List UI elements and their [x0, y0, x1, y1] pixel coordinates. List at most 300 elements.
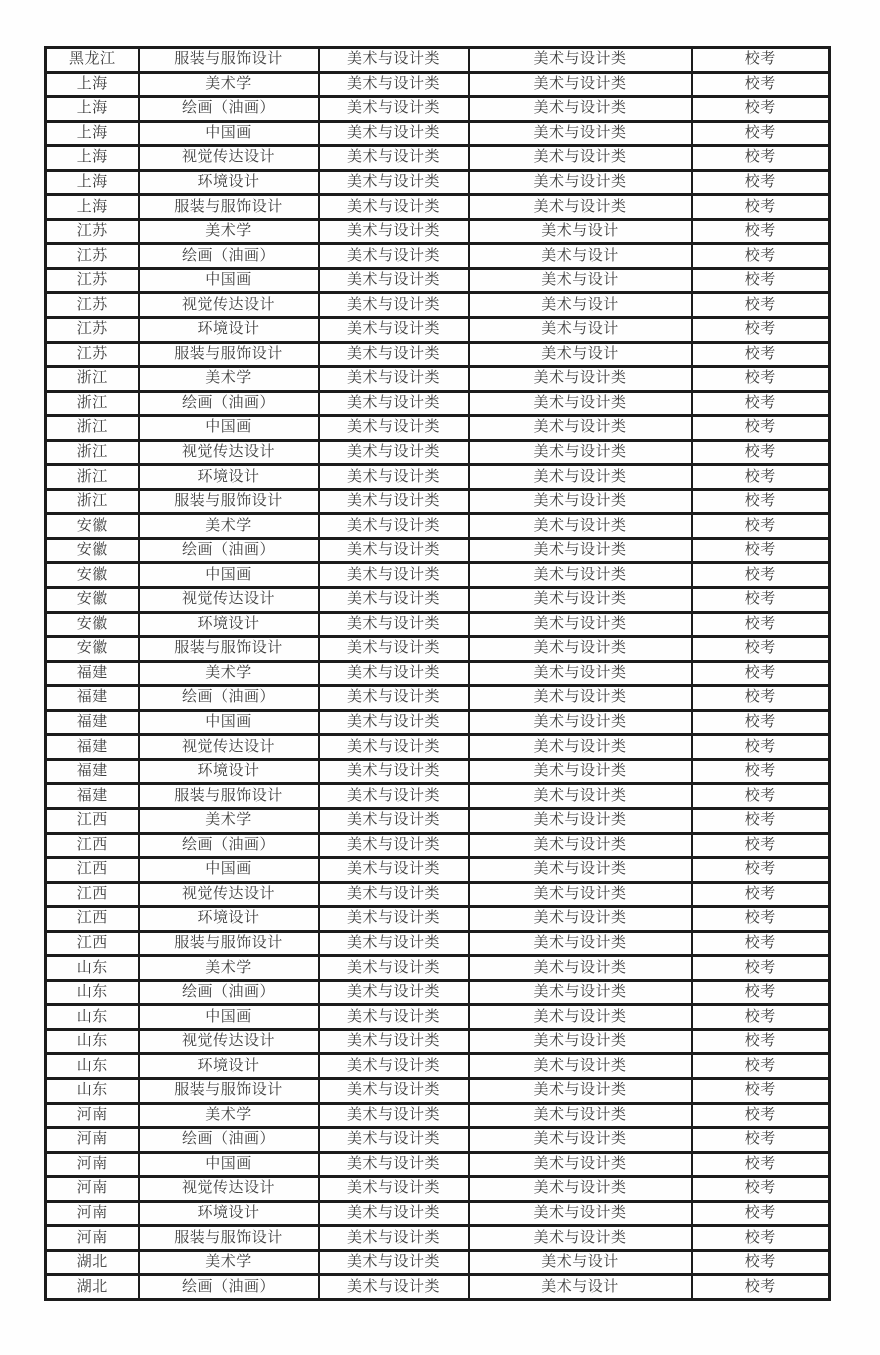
cell-category-2: 美术与设计类 — [469, 833, 692, 858]
cell-exam-type: 校考 — [692, 318, 830, 343]
cell-province: 湖北 — [46, 1275, 139, 1300]
cell-category-2: 美术与设计类 — [469, 661, 692, 686]
cell-category-2: 美术与设计类 — [469, 489, 692, 514]
cell-major: 视觉传达设计 — [139, 882, 319, 907]
cell-exam-type: 校考 — [692, 563, 830, 588]
table-row — [46, 318, 830, 343]
cell-province: 山东 — [46, 1029, 139, 1054]
table-row — [46, 244, 830, 269]
cell-category-1: 美术与设计类 — [319, 391, 469, 416]
cell-exam-type: 校考 — [692, 858, 830, 883]
cell-exam-type: 校考 — [692, 121, 830, 146]
cell-category-2: 美术与设计类 — [469, 195, 692, 220]
cell-category-1: 美术与设计类 — [319, 612, 469, 637]
cell-exam-type: 校考 — [692, 808, 830, 833]
table-row — [46, 1152, 830, 1177]
cell-category-1: 美术与设计类 — [319, 808, 469, 833]
cell-category-1: 美术与设计类 — [319, 1128, 469, 1153]
cell-category-2: 美术与设计类 — [469, 121, 692, 146]
cell-category-1: 美术与设计类 — [319, 244, 469, 269]
cell-exam-type: 校考 — [692, 244, 830, 269]
cell-category-2: 美术与设计类 — [469, 784, 692, 809]
table-row — [46, 784, 830, 809]
cell-major: 视觉传达设计 — [139, 146, 319, 171]
cell-province: 江西 — [46, 833, 139, 858]
cell-province: 江苏 — [46, 318, 139, 343]
table-row — [46, 1029, 830, 1054]
cell-exam-type: 校考 — [692, 391, 830, 416]
cell-exam-type: 校考 — [692, 661, 830, 686]
cell-category-1: 美术与设计类 — [319, 759, 469, 784]
table-row — [46, 342, 830, 367]
cell-province: 山东 — [46, 980, 139, 1005]
cell-exam-type: 校考 — [692, 833, 830, 858]
table-row — [46, 1103, 830, 1128]
cell-exam-type: 校考 — [692, 146, 830, 171]
cell-category-1: 美术与设计类 — [319, 784, 469, 809]
cell-category-1: 美术与设计类 — [319, 588, 469, 613]
cell-major: 视觉传达设计 — [139, 1177, 319, 1202]
cell-province: 江苏 — [46, 268, 139, 293]
cell-major: 服装与服饰设计 — [139, 931, 319, 956]
cell-category-2: 美术与设计类 — [469, 1054, 692, 1079]
cell-category-2: 美术与设计类 — [469, 882, 692, 907]
table-row — [46, 97, 830, 122]
table-row — [46, 195, 830, 220]
cell-category-1: 美术与设计类 — [319, 538, 469, 563]
cell-category-2: 美术与设计类 — [469, 1103, 692, 1128]
cell-province: 江西 — [46, 858, 139, 883]
cell-category-2: 美术与设计类 — [469, 735, 692, 760]
cell-exam-type: 校考 — [692, 465, 830, 490]
cell-category-2: 美术与设计类 — [469, 465, 692, 490]
cell-exam-type: 校考 — [692, 489, 830, 514]
table-row — [46, 538, 830, 563]
table-row — [46, 808, 830, 833]
cell-category-2: 美术与设计类 — [469, 759, 692, 784]
cell-province: 上海 — [46, 170, 139, 195]
cell-category-1: 美术与设计类 — [319, 980, 469, 1005]
cell-major: 绘画（油画） — [139, 538, 319, 563]
table-row — [46, 146, 830, 171]
cell-province: 河南 — [46, 1128, 139, 1153]
cell-category-1: 美术与设计类 — [319, 661, 469, 686]
cell-category-2: 美术与设计 — [469, 318, 692, 343]
cell-category-2: 美术与设计类 — [469, 588, 692, 613]
cell-major: 视觉传达设计 — [139, 588, 319, 613]
cell-exam-type: 校考 — [692, 1201, 830, 1226]
cell-major: 服装与服饰设计 — [139, 637, 319, 662]
cell-province: 上海 — [46, 146, 139, 171]
cell-province: 河南 — [46, 1103, 139, 1128]
cell-category-1: 美术与设计类 — [319, 367, 469, 392]
cell-category-2: 美术与设计类 — [469, 170, 692, 195]
cell-category-2: 美术与设计类 — [469, 97, 692, 122]
cell-province: 福建 — [46, 735, 139, 760]
cell-province: 福建 — [46, 686, 139, 711]
cell-exam-type: 校考 — [692, 48, 830, 73]
cell-category-1: 美术与设计类 — [319, 1201, 469, 1226]
table-row — [46, 1201, 830, 1226]
table-row — [46, 1128, 830, 1153]
table-row — [46, 637, 830, 662]
cell-category-2: 美术与设计类 — [469, 1226, 692, 1251]
table-row — [46, 882, 830, 907]
cell-major: 美术学 — [139, 808, 319, 833]
cell-category-2: 美术与设计类 — [469, 538, 692, 563]
cell-category-2: 美术与设计类 — [469, 1201, 692, 1226]
cell-exam-type: 校考 — [692, 784, 830, 809]
cell-exam-type: 校考 — [692, 1275, 830, 1300]
cell-province: 安徽 — [46, 588, 139, 613]
cell-exam-type: 校考 — [692, 931, 830, 956]
cell-category-2: 美术与设计 — [469, 1275, 692, 1300]
cell-major: 视觉传达设计 — [139, 735, 319, 760]
cell-major: 服装与服饰设计 — [139, 489, 319, 514]
cell-category-2: 美术与设计类 — [469, 367, 692, 392]
cell-major: 中国画 — [139, 121, 319, 146]
cell-exam-type: 校考 — [692, 440, 830, 465]
cell-exam-type: 校考 — [692, 1005, 830, 1030]
cell-category-2: 美术与设计 — [469, 293, 692, 318]
cell-province: 江西 — [46, 907, 139, 932]
cell-province: 江苏 — [46, 219, 139, 244]
table-row — [46, 1226, 830, 1251]
cell-major: 中国画 — [139, 563, 319, 588]
cell-exam-type: 校考 — [692, 710, 830, 735]
cell-category-1: 美术与设计类 — [319, 195, 469, 220]
cell-major: 环境设计 — [139, 318, 319, 343]
cell-major: 服装与服饰设计 — [139, 1226, 319, 1251]
cell-major: 美术学 — [139, 661, 319, 686]
cell-major: 绘画（油画） — [139, 980, 319, 1005]
cell-exam-type: 校考 — [692, 1250, 830, 1275]
cell-exam-type: 校考 — [692, 72, 830, 97]
cell-exam-type: 校考 — [692, 538, 830, 563]
table-row — [46, 1250, 830, 1275]
cell-category-2: 美术与设计类 — [469, 146, 692, 171]
cell-category-2: 美术与设计类 — [469, 72, 692, 97]
cell-major: 服装与服饰设计 — [139, 195, 319, 220]
table-row — [46, 661, 830, 686]
cell-category-1: 美术与设计类 — [319, 1054, 469, 1079]
cell-major: 中国画 — [139, 858, 319, 883]
cell-major: 美术学 — [139, 367, 319, 392]
cell-category-1: 美术与设计类 — [319, 1250, 469, 1275]
cell-category-1: 美术与设计类 — [319, 1275, 469, 1300]
cell-category-2: 美术与设计 — [469, 342, 692, 367]
cell-category-1: 美术与设计类 — [319, 416, 469, 441]
cell-exam-type: 校考 — [692, 1226, 830, 1251]
cell-category-1: 美术与设计类 — [319, 931, 469, 956]
cell-category-1: 美术与设计类 — [319, 1226, 469, 1251]
cell-category-1: 美术与设计类 — [319, 907, 469, 932]
cell-province: 安徽 — [46, 612, 139, 637]
cell-province: 安徽 — [46, 563, 139, 588]
table-row — [46, 956, 830, 981]
cell-province: 浙江 — [46, 440, 139, 465]
cell-exam-type: 校考 — [692, 195, 830, 220]
cell-category-1: 美术与设计类 — [319, 710, 469, 735]
cell-category-2: 美术与设计类 — [469, 1128, 692, 1153]
cell-category-2: 美术与设计 — [469, 1250, 692, 1275]
cell-category-2: 美术与设计类 — [469, 416, 692, 441]
table-row — [46, 907, 830, 932]
cell-major: 绘画（油画） — [139, 391, 319, 416]
cell-province: 山东 — [46, 956, 139, 981]
cell-province: 江苏 — [46, 293, 139, 318]
cell-province: 安徽 — [46, 538, 139, 563]
cell-province: 江西 — [46, 808, 139, 833]
cell-category-2: 美术与设计类 — [469, 858, 692, 883]
cell-major: 绘画（油画） — [139, 244, 319, 269]
cell-exam-type: 校考 — [692, 686, 830, 711]
cell-province: 江苏 — [46, 342, 139, 367]
cell-exam-type: 校考 — [692, 612, 830, 637]
table-row — [46, 170, 830, 195]
cell-exam-type: 校考 — [692, 97, 830, 122]
cell-province: 上海 — [46, 97, 139, 122]
table-row — [46, 735, 830, 760]
cell-major: 服装与服饰设计 — [139, 48, 319, 73]
cell-category-2: 美术与设计类 — [469, 1152, 692, 1177]
cell-province: 上海 — [46, 72, 139, 97]
cell-category-1: 美术与设计类 — [319, 833, 469, 858]
table-row — [46, 1005, 830, 1030]
cell-category-2: 美术与设计类 — [469, 612, 692, 637]
cell-major: 美术学 — [139, 1103, 319, 1128]
cell-exam-type: 校考 — [692, 980, 830, 1005]
cell-province: 黑龙江 — [46, 48, 139, 73]
table-row — [46, 980, 830, 1005]
cell-exam-type: 校考 — [692, 1177, 830, 1202]
cell-exam-type: 校考 — [692, 416, 830, 441]
table-row — [46, 1054, 830, 1079]
cell-major: 环境设计 — [139, 1054, 319, 1079]
cell-major: 中国画 — [139, 1152, 319, 1177]
cell-exam-type: 校考 — [692, 1128, 830, 1153]
cell-category-1: 美术与设计类 — [319, 465, 469, 490]
cell-exam-type: 校考 — [692, 956, 830, 981]
cell-major: 中国画 — [139, 268, 319, 293]
cell-major: 服装与服饰设计 — [139, 1078, 319, 1103]
cell-category-1: 美术与设计类 — [319, 440, 469, 465]
cell-category-1: 美术与设计类 — [319, 637, 469, 662]
table-row — [46, 710, 830, 735]
cell-province: 江西 — [46, 931, 139, 956]
cell-major: 绘画（油画） — [139, 1128, 319, 1153]
cell-category-2: 美术与设计类 — [469, 440, 692, 465]
cell-category-1: 美术与设计类 — [319, 318, 469, 343]
table-row — [46, 48, 830, 73]
cell-category-1: 美术与设计类 — [319, 48, 469, 73]
cell-category-1: 美术与设计类 — [319, 170, 469, 195]
cell-category-2: 美术与设计类 — [469, 686, 692, 711]
cell-category-1: 美术与设计类 — [319, 121, 469, 146]
cell-category-2: 美术与设计类 — [469, 1005, 692, 1030]
cell-major: 环境设计 — [139, 170, 319, 195]
cell-exam-type: 校考 — [692, 735, 830, 760]
cell-major: 环境设计 — [139, 907, 319, 932]
cell-category-2: 美术与设计类 — [469, 1177, 692, 1202]
cell-province: 河南 — [46, 1226, 139, 1251]
cell-category-1: 美术与设计类 — [319, 1103, 469, 1128]
table-row — [46, 268, 830, 293]
cell-category-1: 美术与设计类 — [319, 686, 469, 711]
cell-province: 浙江 — [46, 465, 139, 490]
cell-major: 环境设计 — [139, 612, 319, 637]
cell-major: 中国画 — [139, 416, 319, 441]
cell-province: 山东 — [46, 1054, 139, 1079]
cell-major: 中国画 — [139, 710, 319, 735]
cell-province: 江苏 — [46, 244, 139, 269]
table-row — [46, 72, 830, 97]
cell-category-2: 美术与设计类 — [469, 514, 692, 539]
cell-major: 视觉传达设计 — [139, 293, 319, 318]
cell-province: 福建 — [46, 759, 139, 784]
cell-exam-type: 校考 — [692, 514, 830, 539]
table-row — [46, 759, 830, 784]
cell-category-2: 美术与设计类 — [469, 637, 692, 662]
cell-major: 绘画（油画） — [139, 97, 319, 122]
cell-major: 美术学 — [139, 514, 319, 539]
cell-exam-type: 校考 — [692, 170, 830, 195]
cell-category-1: 美术与设计类 — [319, 563, 469, 588]
admissions-table — [44, 46, 831, 1301]
cell-major: 环境设计 — [139, 465, 319, 490]
table-row — [46, 219, 830, 244]
cell-category-1: 美术与设计类 — [319, 514, 469, 539]
cell-major: 视觉传达设计 — [139, 440, 319, 465]
cell-exam-type: 校考 — [692, 1054, 830, 1079]
table-row — [46, 293, 830, 318]
cell-category-2: 美术与设计类 — [469, 808, 692, 833]
cell-exam-type: 校考 — [692, 759, 830, 784]
table-row — [46, 1177, 830, 1202]
cell-exam-type: 校考 — [692, 637, 830, 662]
cell-exam-type: 校考 — [692, 268, 830, 293]
cell-category-1: 美术与设计类 — [319, 1078, 469, 1103]
cell-province: 上海 — [46, 121, 139, 146]
cell-category-1: 美术与设计类 — [319, 1005, 469, 1030]
cell-province: 浙江 — [46, 489, 139, 514]
cell-category-1: 美术与设计类 — [319, 735, 469, 760]
cell-exam-type: 校考 — [692, 293, 830, 318]
cell-province: 浙江 — [46, 391, 139, 416]
cell-category-2: 美术与设计 — [469, 219, 692, 244]
table-row — [46, 465, 830, 490]
cell-category-1: 美术与设计类 — [319, 858, 469, 883]
cell-category-2: 美术与设计类 — [469, 563, 692, 588]
cell-major: 美术学 — [139, 72, 319, 97]
cell-category-1: 美术与设计类 — [319, 1152, 469, 1177]
cell-major: 绘画（油画） — [139, 1275, 319, 1300]
table-row — [46, 563, 830, 588]
cell-major: 美术学 — [139, 1250, 319, 1275]
table-row — [46, 1275, 830, 1300]
cell-category-2: 美术与设计 — [469, 268, 692, 293]
cell-major: 绘画（油画） — [139, 833, 319, 858]
table-row — [46, 391, 830, 416]
cell-category-2: 美术与设计类 — [469, 956, 692, 981]
cell-exam-type: 校考 — [692, 1029, 830, 1054]
cell-category-1: 美术与设计类 — [319, 146, 469, 171]
cell-category-1: 美术与设计类 — [319, 268, 469, 293]
cell-province: 安徽 — [46, 637, 139, 662]
cell-category-1: 美术与设计类 — [319, 882, 469, 907]
cell-province: 山东 — [46, 1078, 139, 1103]
cell-category-1: 美术与设计类 — [319, 97, 469, 122]
cell-category-2: 美术与设计类 — [469, 907, 692, 932]
cell-exam-type: 校考 — [692, 1103, 830, 1128]
cell-category-1: 美术与设计类 — [319, 956, 469, 981]
cell-province: 安徽 — [46, 514, 139, 539]
table-row — [46, 686, 830, 711]
table-body — [46, 48, 830, 1300]
cell-province: 浙江 — [46, 416, 139, 441]
cell-exam-type: 校考 — [692, 367, 830, 392]
cell-exam-type: 校考 — [692, 907, 830, 932]
cell-province: 福建 — [46, 661, 139, 686]
cell-province: 福建 — [46, 710, 139, 735]
cell-category-1: 美术与设计类 — [319, 72, 469, 97]
cell-exam-type: 校考 — [692, 1078, 830, 1103]
cell-province: 浙江 — [46, 367, 139, 392]
cell-major: 环境设计 — [139, 759, 319, 784]
cell-province: 福建 — [46, 784, 139, 809]
cell-category-1: 美术与设计类 — [319, 342, 469, 367]
cell-exam-type: 校考 — [692, 1152, 830, 1177]
table-row — [46, 931, 830, 956]
cell-province: 上海 — [46, 195, 139, 220]
table-row — [46, 121, 830, 146]
cell-category-1: 美术与设计类 — [319, 1029, 469, 1054]
cell-category-2: 美术与设计类 — [469, 710, 692, 735]
cell-category-2: 美术与设计类 — [469, 391, 692, 416]
cell-major: 服装与服饰设计 — [139, 784, 319, 809]
cell-province: 河南 — [46, 1152, 139, 1177]
cell-province: 江西 — [46, 882, 139, 907]
cell-category-2: 美术与设计类 — [469, 980, 692, 1005]
cell-province: 湖北 — [46, 1250, 139, 1275]
table-row — [46, 440, 830, 465]
cell-major: 美术学 — [139, 219, 319, 244]
table-row — [46, 514, 830, 539]
table-row — [46, 367, 830, 392]
cell-major: 中国画 — [139, 1005, 319, 1030]
cell-category-1: 美术与设计类 — [319, 489, 469, 514]
table-row — [46, 612, 830, 637]
table-row — [46, 588, 830, 613]
cell-major: 环境设计 — [139, 1201, 319, 1226]
cell-category-2: 美术与设计类 — [469, 48, 692, 73]
cell-category-1: 美术与设计类 — [319, 219, 469, 244]
table-row — [46, 1078, 830, 1103]
table-row — [46, 416, 830, 441]
cell-category-1: 美术与设计类 — [319, 1177, 469, 1202]
cell-province: 河南 — [46, 1201, 139, 1226]
cell-exam-type: 校考 — [692, 342, 830, 367]
cell-province: 山东 — [46, 1005, 139, 1030]
cell-province: 河南 — [46, 1177, 139, 1202]
table-row — [46, 833, 830, 858]
cell-major: 美术学 — [139, 956, 319, 981]
cell-major: 服装与服饰设计 — [139, 342, 319, 367]
cell-major: 绘画（油画） — [139, 686, 319, 711]
table-row — [46, 489, 830, 514]
cell-category-2: 美术与设计类 — [469, 1078, 692, 1103]
cell-exam-type: 校考 — [692, 219, 830, 244]
